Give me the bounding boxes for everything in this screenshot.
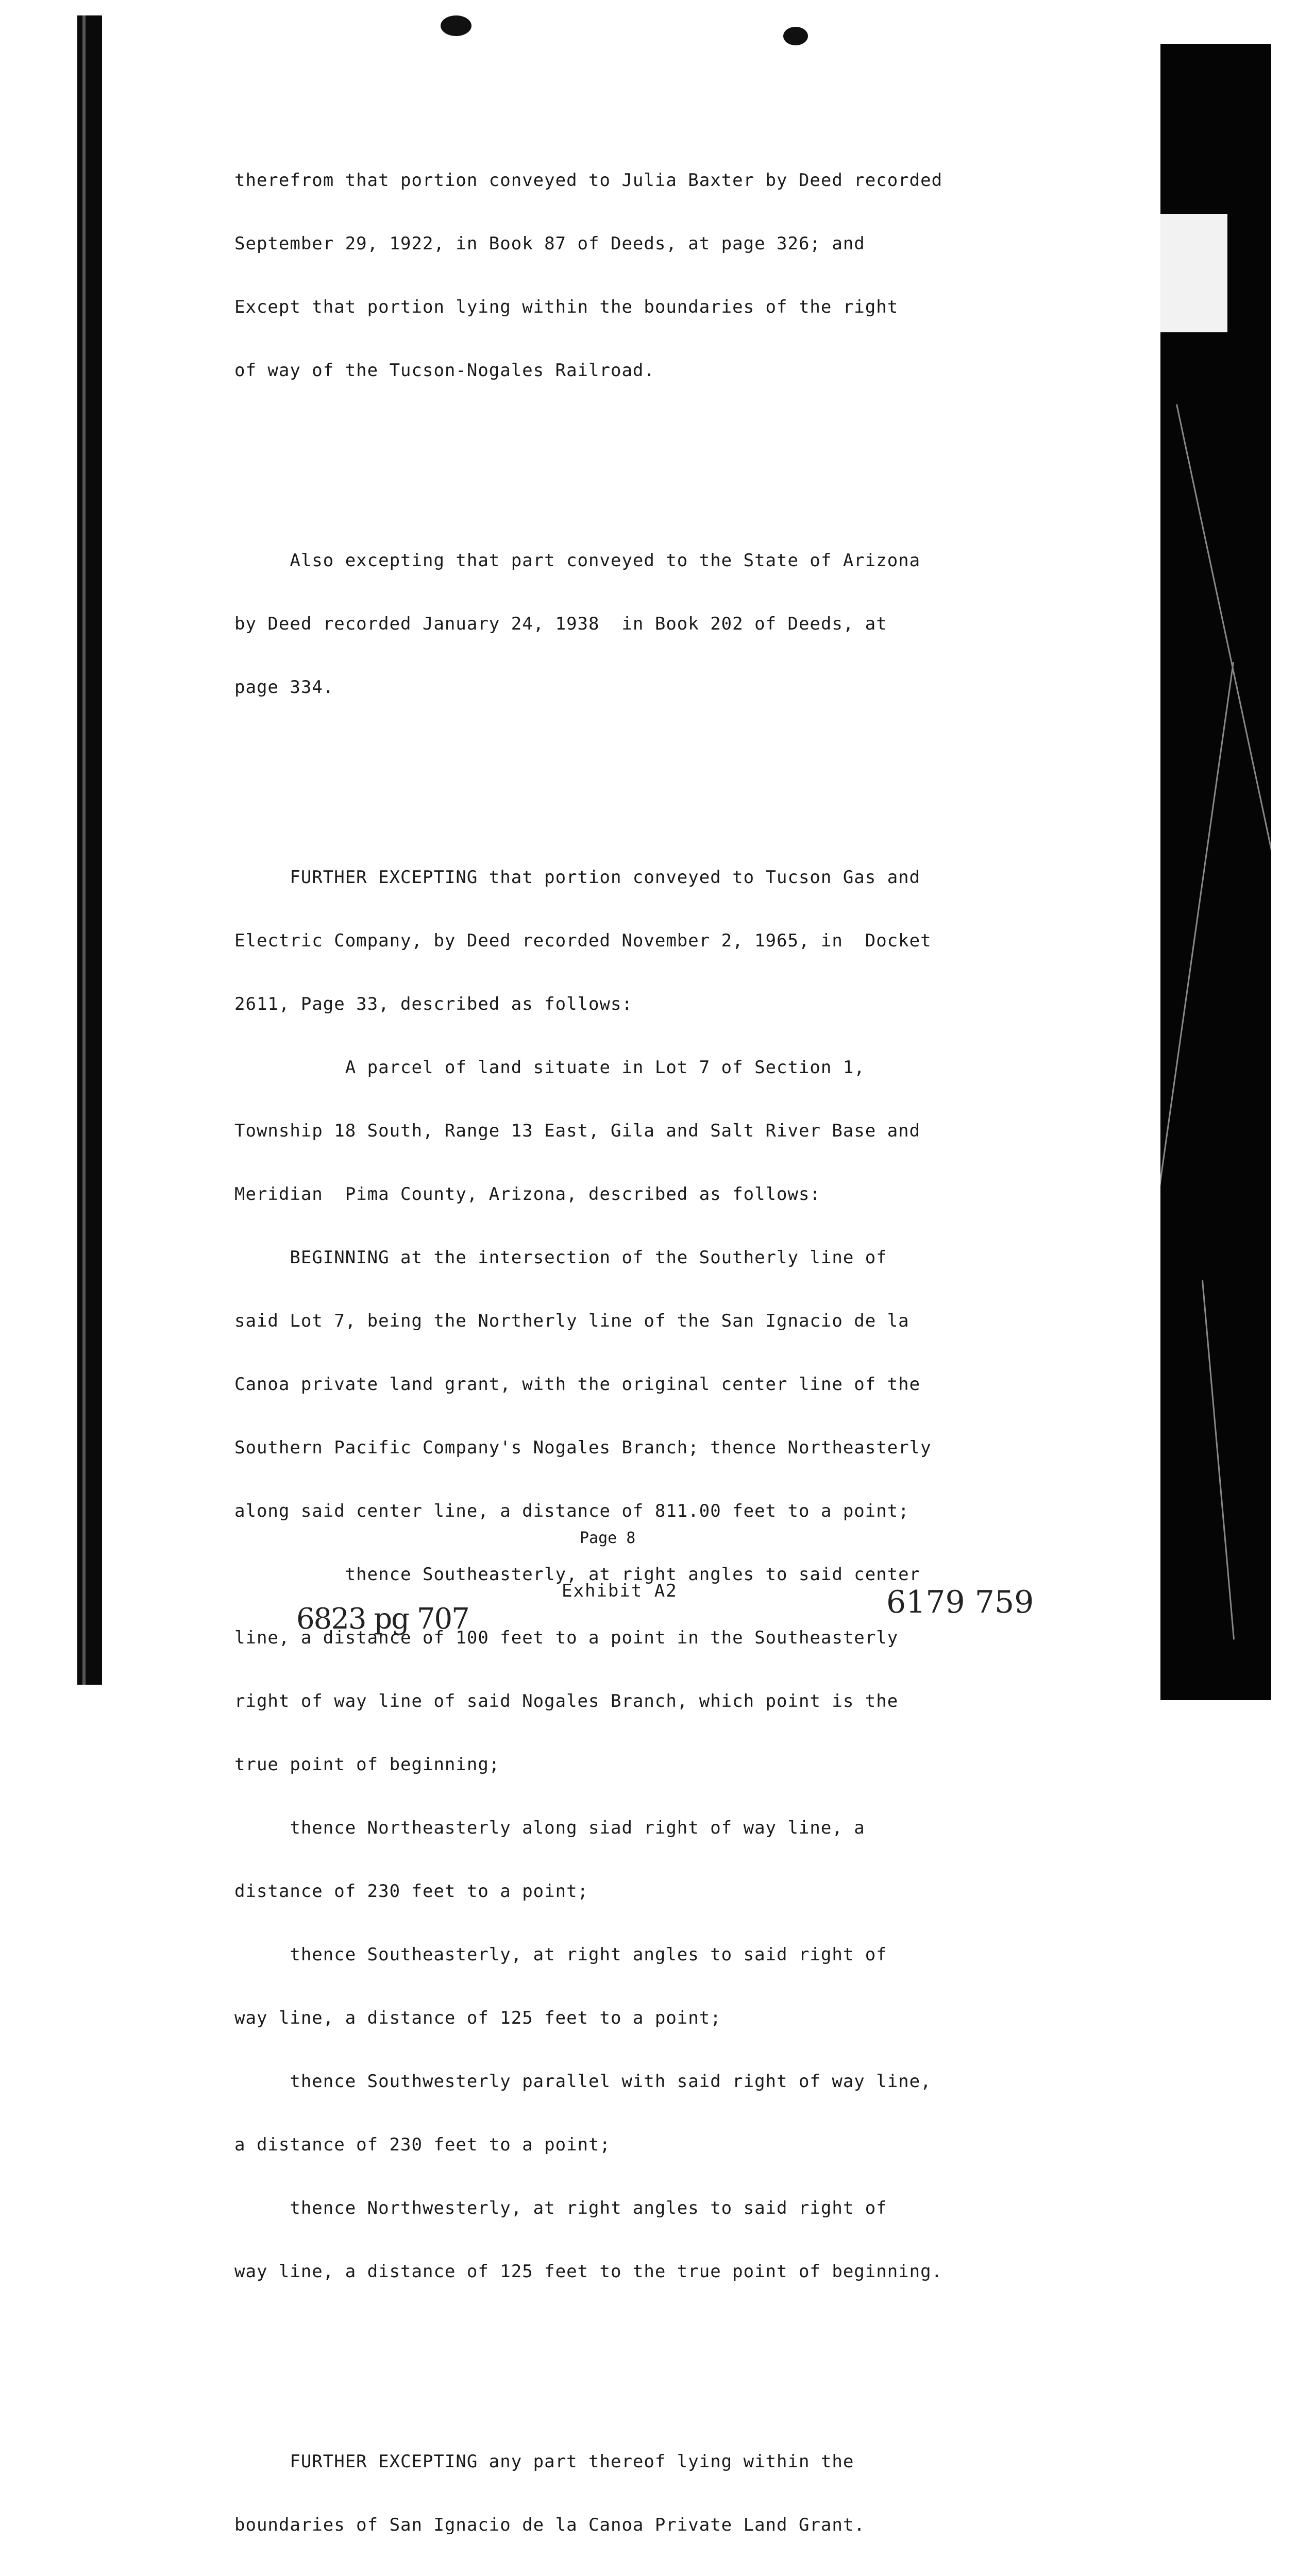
paragraph bbox=[234, 2409, 1059, 2576]
text-line: thence Northwesterly, at right angles to said right of bbox=[234, 2198, 887, 2218]
docket-stamp-right: 6179 759 bbox=[886, 1584, 1034, 1620]
punch-hole bbox=[783, 27, 808, 45]
strip-scratch bbox=[1160, 662, 1234, 1224]
text-line: Meridian Pima County, Arizona, described as follows: bbox=[234, 1184, 821, 1205]
strip-scratch bbox=[1176, 404, 1271, 858]
text-line: of way of the Tucson-Nogales Railroad. bbox=[234, 360, 655, 381]
text-line: Township 18 South, Range 13 East, Gila and Salt River Base and bbox=[234, 1121, 921, 1141]
text-line: FURTHER EXCEPTING that portion conveyed to Tucson Gas and bbox=[234, 867, 921, 888]
scan-right-strip bbox=[1160, 44, 1271, 1700]
text-line: thence Southeasterly, at right angles to said center bbox=[234, 1564, 921, 1585]
text-line: therefrom that portion conveyed to Julia Baxter by Deed recorded bbox=[234, 170, 943, 191]
scan-left-edge bbox=[77, 15, 102, 1685]
text-line: by Deed recorded January 24, 1938 in Book 202 of Deeds, at bbox=[234, 614, 887, 634]
text-line: FURTHER EXCEPTING any part thereof lying within the bbox=[234, 2451, 854, 2472]
strip-scratch bbox=[1202, 1280, 1235, 1640]
strip-tear bbox=[1160, 214, 1227, 332]
paragraph bbox=[234, 825, 1059, 2325]
text-line: Electric Company, by Deed recorded November 2, 1965, in Docket bbox=[234, 930, 932, 951]
text-line: Except that portion lying within the boundaries of the right bbox=[234, 297, 899, 317]
paragraph bbox=[234, 128, 1059, 423]
text-line: boundaries of San Ignacio de la Canoa Private Land Grant. bbox=[234, 2515, 865, 2535]
text-line: September 29, 1922, in Book 87 of Deeds, at page 326; and bbox=[234, 233, 865, 254]
text-line: page 334. bbox=[234, 677, 334, 698]
text-line: thence Southwesterly parallel with said right of way line, bbox=[234, 2071, 932, 2092]
text-line: BEGINNING at the intersection of the Southerly line of bbox=[234, 1247, 887, 1268]
paragraph bbox=[234, 508, 1059, 740]
text-line: distance of 230 feet to a point; bbox=[234, 1881, 589, 1902]
text-line: thence Northeasterly along siad right of way line, a bbox=[234, 1818, 865, 1838]
docket-stamp-left: 6823 pg 707 bbox=[296, 1602, 469, 1636]
text-line: 2611, Page 33, described as follows: bbox=[234, 994, 633, 1014]
text-line: A parcel of land situate in Lot 7 of Section 1, bbox=[234, 1057, 865, 1078]
text-line: right of way line of said Nogales Branch, which point is the bbox=[234, 1691, 899, 1711]
text-line: way line, a distance of 125 feet to the true point of beginning. bbox=[234, 2261, 943, 2282]
text-line: line, a distance of 100 feet to a point in the Southeasterly bbox=[234, 1628, 899, 1648]
text-line: along said center line, a distance of 811.00 feet to a point; bbox=[234, 1501, 909, 1521]
text-line: said Lot 7, being the Northerly line of the San Ignacio de la bbox=[234, 1311, 909, 1331]
text-line: Also excepting that part conveyed to the State of Arizona bbox=[234, 550, 921, 571]
exhibit-label: Exhibit A2 bbox=[562, 1581, 678, 1601]
punch-hole bbox=[441, 15, 471, 36]
text-line: a distance of 230 feet to a point; bbox=[234, 2134, 611, 2155]
text-line: Southern Pacific Company's Nogales Branch; thence Northeasterly bbox=[234, 1437, 932, 1458]
text-line: Canoa private land grant, with the original center line of the bbox=[234, 1374, 921, 1395]
text-line: thence Southeasterly, at right angles to said right of bbox=[234, 1944, 887, 1965]
text-line: way line, a distance of 125 feet to a point; bbox=[234, 2008, 721, 2028]
document-body bbox=[234, 64, 1059, 2576]
page-number: Page 8 bbox=[580, 1529, 636, 1547]
text-line: true point of beginning; bbox=[234, 1754, 500, 1775]
